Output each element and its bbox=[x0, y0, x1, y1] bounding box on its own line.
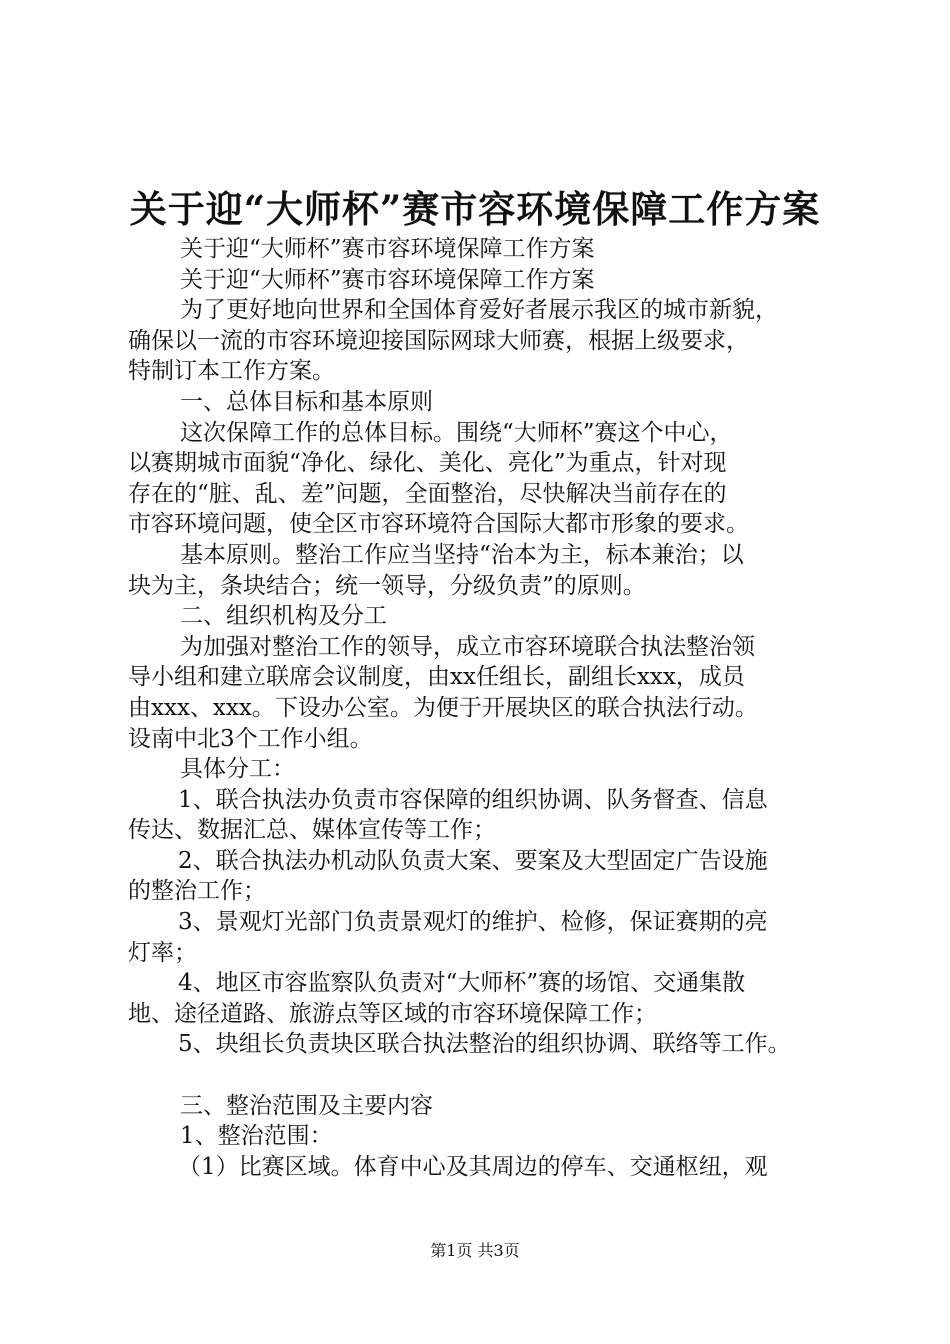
body-line: （1）比赛区域。体育中心及其周边的停车、交通枢纽，观 bbox=[178, 1153, 768, 1180]
body-line: 以赛期城市面貌“净化、绿化、美化、亮化”为重点，针对现 bbox=[128, 450, 727, 477]
page-footer: 第1页 共3页 bbox=[430, 1241, 520, 1260]
body-line: 传达、数据汇总、媒体宣传等工作； bbox=[128, 817, 496, 844]
body-line: 基本原则。整治工作应当坚持“治本为主，标本兼治；以 bbox=[180, 541, 744, 568]
body-line: 具体分工： bbox=[180, 756, 295, 783]
body-line: 地、途径道路、旅游点等区域的市容环境保障工作； bbox=[128, 1000, 657, 1027]
body-line: 关于迎“大师杯”赛市容环境保障工作方案 bbox=[180, 266, 595, 293]
list-item: 2、联合执法办机动队负责大案、要案及大型固定广告设施 bbox=[178, 847, 768, 874]
section-heading: 一、总体目标和基本原则 bbox=[180, 388, 433, 415]
section-heading: 二、组织机构及分工 bbox=[180, 603, 387, 630]
body-line: 为加强对整治工作的领导，成立市容环境联合执法整治领 bbox=[180, 633, 755, 660]
body-line: 设南中北3个工作小组。 bbox=[128, 725, 373, 752]
body-line: 存在的“脏、乱、差”问题，全面整治，尽快解决当前存在的 bbox=[128, 480, 727, 507]
body-line: 灯率； bbox=[128, 939, 197, 966]
body-line: 1、整治范围： bbox=[180, 1123, 333, 1150]
list-item: 3、景观灯光部门负责景观灯的维护、检修，保证赛期的亮 bbox=[178, 909, 768, 936]
document-body bbox=[128, 234, 858, 1182]
body-line: 由xxx、xxx。下设办公室。为便于开展块区的联合执法行动。 bbox=[128, 694, 758, 721]
body-line: 确保以一流的市容环境迎接国际网球大师赛，根据上级要求， bbox=[128, 327, 749, 354]
list-item: 5、块组长负责块区联合执法整治的组织协调、联络等工作。 bbox=[178, 1031, 791, 1058]
list-item: 4、地区市容监察队负责对“大师杯”赛的场馆、交通集散 bbox=[178, 970, 746, 997]
body-line: 的整治工作； bbox=[128, 878, 266, 905]
body-line: 为了更好地向世界和全国体育爱好者展示我区的城市新貌， bbox=[180, 297, 778, 324]
body-line: 这次保障工作的总体目标。围绕“大师杯”赛这个中心， bbox=[180, 419, 733, 446]
blank-line bbox=[128, 1060, 858, 1091]
section-heading: 三、整治范围及主要内容 bbox=[180, 1092, 433, 1119]
document-title: 关于迎“大师杯”赛市容环境保障工作方案 bbox=[129, 187, 821, 231]
body-line: 市容环境问题，使全区市容环境符合国际大都市形象的要求。 bbox=[128, 511, 749, 538]
body-line: 导小组和建立联席会议制度，由xx任组长，副组长xxx，成员 bbox=[128, 664, 745, 691]
list-item: 1、联合执法办负责市容保障的组织协调、队务督查、信息 bbox=[178, 786, 768, 813]
body-line: 块为主，条块结合；统一领导，分级负责”的原则。 bbox=[128, 572, 646, 599]
body-line: 特制订本工作方案。 bbox=[128, 358, 335, 385]
body-line: 关于迎“大师杯”赛市容环境保障工作方案 bbox=[180, 236, 595, 262]
